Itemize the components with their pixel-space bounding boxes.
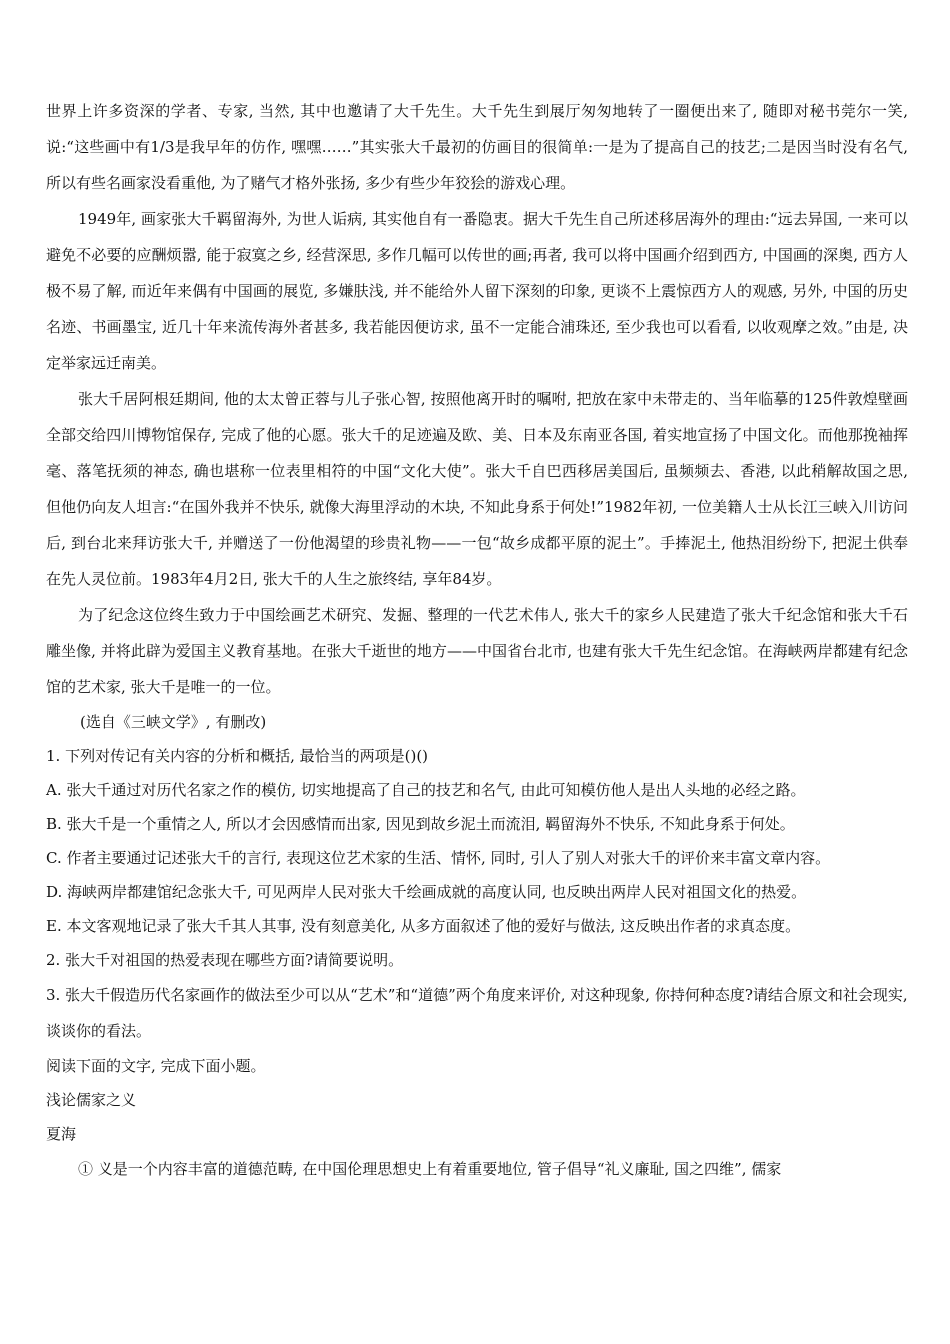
article-source: (选自《三峡文学》, 有删改)	[80, 713, 267, 731]
question-1-option-d: D. 海峡两岸都建馆纪念张大千, 可见两岸人民对张大千绘画成就的高度认同, 也反映出两岸人民对祖国文化的热爱。	[46, 883, 807, 901]
essay-paragraph-1: ① 义是一个内容丰富的道德范畴, 在中国伦理思想史上有着重要地位, 管子倡导“礼义廉耻, 国之四维”, 儒家	[78, 1160, 782, 1178]
article-paragraph-1: 世界上许多资深的学者、专家, 当然, 其中也邀请了大千先生。大千先生到展厅匆匆地转了一圈便出来了, 随即对秘书莞尔一笑, 说:“这些画中有1/3是我早年的仿作, 嘿嘿……”其实张大千最初的仿画目的很简单:一是为了提高自己的技艺;二是因当时没有名气, 所以有些名画家没看重他, 为了赌气才格外张扬, 多少有些少年狡狯的游戏心理。	[46, 102, 908, 192]
article-paragraph-4: 为了纪念这位终生致力于中国绘画艺术研究、发掘、整理的一代艺术伟人, 张大千的家乡人民建造了张大千纪念馆和张大千石雕坐像, 并将此辟为爱国主义教育基地。在张大千逝世的地方——中国省台北市, 也建有张大千先生纪念馆。在海峡两岸都建有纪念馆的艺术家, 张大千是唯一的一位。	[46, 606, 908, 696]
question-2: 2. 张大千对祖国的热爱表现在哪些方面?请简要说明。	[46, 951, 404, 969]
reading-instruction: 阅读下面的文字, 完成下面小题。	[46, 1057, 266, 1075]
article-paragraph-2: 1949年, 画家张大千羁留海外, 为世人诟病, 其实他自有一番隐衷。据大千先生自己所述移居海外的理由:“远去异国, 一来可以避免不必要的应酬烦嚣, 能于寂寞之乡, 经营深思, 多作几幅可以传世的画;再者, 我可以将中国画介绍到西方, 中国画的深奥, 西方人极不易了解, 而近年来偶有中国画的展览, 多嫌肤浅, 并不能给外人留下深刻的印象, 更谈不上震惊西方人的观感, 另外, 中国的历史名迹、书画墨宝, 近几十年来流传海外者甚多, 我若能因便访求, 虽不一定能合浦珠还, 至少我也可以看看, 以收观摩之效。”由是, 决定举家远迁南美。	[46, 210, 908, 372]
question-1-option-a: A. 张大千通过对历代名家之作的模仿, 切实地提高了自己的技艺和名气, 由此可知模仿他人是出人头地的必经之路。	[46, 781, 806, 799]
question-3: 3. 张大千假造历代名家画作的做法至少可以从“艺术”和“道德”两个角度来评价, 对这种现象, 你持何种态度?请结合原文和社会现实, 谈谈你的看法。	[46, 986, 908, 1040]
question-1-option-b: B. 张大千是一个重情之人, 所以才会因感情而出家, 因见到故乡泥土而流泪, 羁留海外不快乐, 不知此身系于何处。	[46, 815, 795, 833]
essay-author: 夏海	[46, 1125, 77, 1143]
question-1: 1. 下列对传记有关内容的分析和概括, 最恰当的两项是()()	[46, 747, 429, 765]
article-paragraph-3: 张大千居阿根廷期间, 他的太太曾正蓉与儿子张心智, 按照他离开时的嘱咐, 把放在家中未带走的、当年临摹的125件敦煌壁画全部交给四川博物馆保存, 完成了他的心愿。张大千的足迹遍及欧、美、日本及东南亚各国, 着实地宣扬了中国文化。而他那挽袖挥毫、落笔抚须的神态, 确也堪称一位表里相符的中国“文化大使”。张大千自巴西移居美国后, 虽频频去、香港, 以此稍解故国之思, 但他仍向友人坦言:“在国外我并不快乐, 就像大海里浮动的木块, 不知此身系于何处!”1982年初, 一位美籍人士从长江三峡入川访问后, 到台北来拜访张大千, 并赠送了一份他渴望的珍贵礼物——一包“故乡成都平原的泥土”。手捧泥土, 他热泪纷纷下, 把泥土供奉在先人灵位前。1983年4月2日, 张大千的人生之旅终结, 享年84岁。	[46, 390, 908, 588]
essay-title: 浅论儒家之义	[46, 1091, 137, 1109]
question-1-option-c: C. 作者主要通过记述张大千的言行, 表现这位艺术家的生活、情怀, 同时, 引人了别人对张大千的评价来丰富文章内容。	[46, 849, 831, 867]
document-page	[46, 93, 908, 1187]
question-1-option-e: E. 本文客观地记录了张大千其人其事, 没有刻意美化, 从多方面叙述了他的爱好与做法, 这反映出作者的求真态度。	[46, 917, 801, 935]
